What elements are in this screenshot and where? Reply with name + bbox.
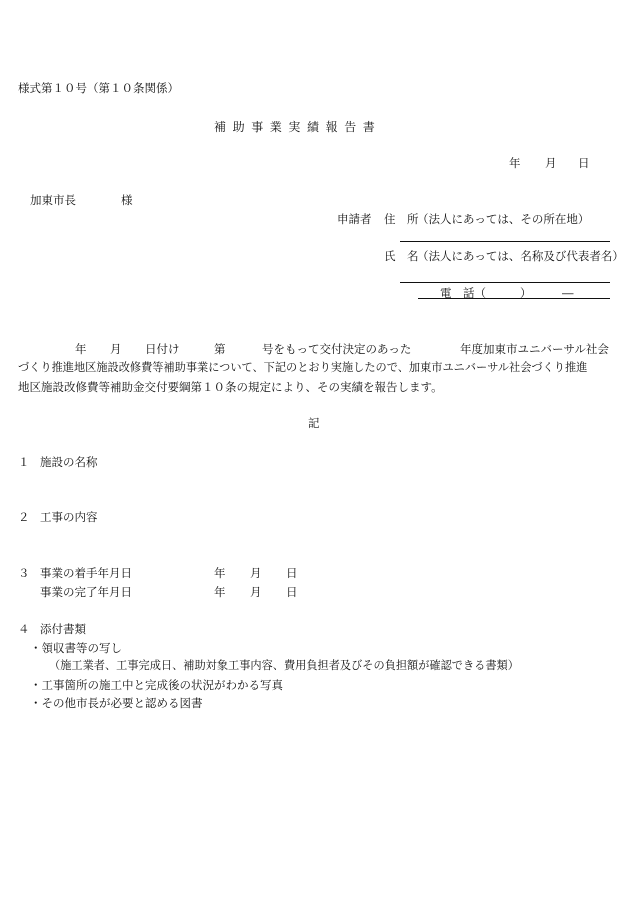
name-note: （法人にあっては、名称及び代表者名） [417, 249, 624, 263]
end-year-label: 年 [214, 585, 226, 599]
body-gou-text: 号をもって交付決定のあった [262, 342, 412, 356]
end-month-label: 月 [250, 585, 262, 599]
applicant-label: 申請者 [337, 212, 372, 226]
date-month-label: 月 [545, 156, 557, 170]
item-2-label: 工事の内容 [40, 510, 98, 524]
date-year-label: 年 [509, 156, 521, 170]
form-number: 様式第１０号（第１０条関係） [18, 81, 179, 95]
document-title: 補助事業実績報告書 [214, 120, 382, 134]
date-day-label: 日 [578, 156, 590, 170]
start-date-label: 事業の着手年月日 [40, 566, 132, 580]
item-3-number: ３ [18, 566, 30, 580]
start-month-label: 月 [250, 566, 262, 580]
attachment-receipt-note: （施工業者、工事完成日、補助対象工事内容、費用負担者及びその負担額が確認できる書類） [49, 659, 519, 672]
item-1-label: 施設の名称 [40, 455, 98, 469]
phone-underline [418, 298, 610, 299]
attachment-other: ・その他市長が必要と認める図書 [30, 696, 203, 710]
body-nendo-text: 年度加東市ユニバーサル社会 [460, 342, 609, 356]
addressee-name: 加東市長 [30, 193, 76, 207]
phone-label: 電 話（ [440, 286, 486, 300]
item-4-number: ４ [18, 622, 30, 636]
attachment-photos: ・工事箇所の施工中と完成後の状況がわかる写真 [30, 678, 283, 692]
body-dated-label: 日付け [145, 342, 180, 356]
end-day-label: 日 [286, 585, 298, 599]
item-1-number: １ [18, 455, 30, 469]
body-dai-label: 第 [214, 342, 226, 356]
body-line-3: 地区施設改修費等補助金交付要綱第１０条の規定により、その実績を報告します。 [18, 380, 443, 394]
phone-dash: ― [562, 286, 574, 300]
end-date-label: 事業の完了年月日 [40, 585, 132, 599]
name-label: 氏 名 [384, 249, 419, 263]
item-2-number: ２ [18, 510, 30, 524]
phone-close-paren: ） [520, 286, 532, 300]
address-underline [400, 241, 610, 242]
item-4-label: 添付書類 [40, 622, 86, 636]
attachment-receipt: ・領収書等の写し [30, 641, 122, 655]
ki-marker: 記 [308, 416, 320, 430]
body-line-2: づくり推進地区施設改修費等補助事業について、下記のとおり実施したので、加東市ユニバーサル社会づくり推進 [18, 361, 588, 374]
name-underline [400, 282, 610, 283]
body-year-label: 年 [75, 342, 87, 356]
start-year-label: 年 [214, 566, 226, 580]
address-label: 住 所 [384, 212, 419, 226]
body-month-label: 月 [110, 342, 122, 356]
start-day-label: 日 [286, 566, 298, 580]
address-note: （法人にあっては、その所在地） [417, 212, 590, 226]
addressee-honorific: 様 [121, 193, 133, 207]
